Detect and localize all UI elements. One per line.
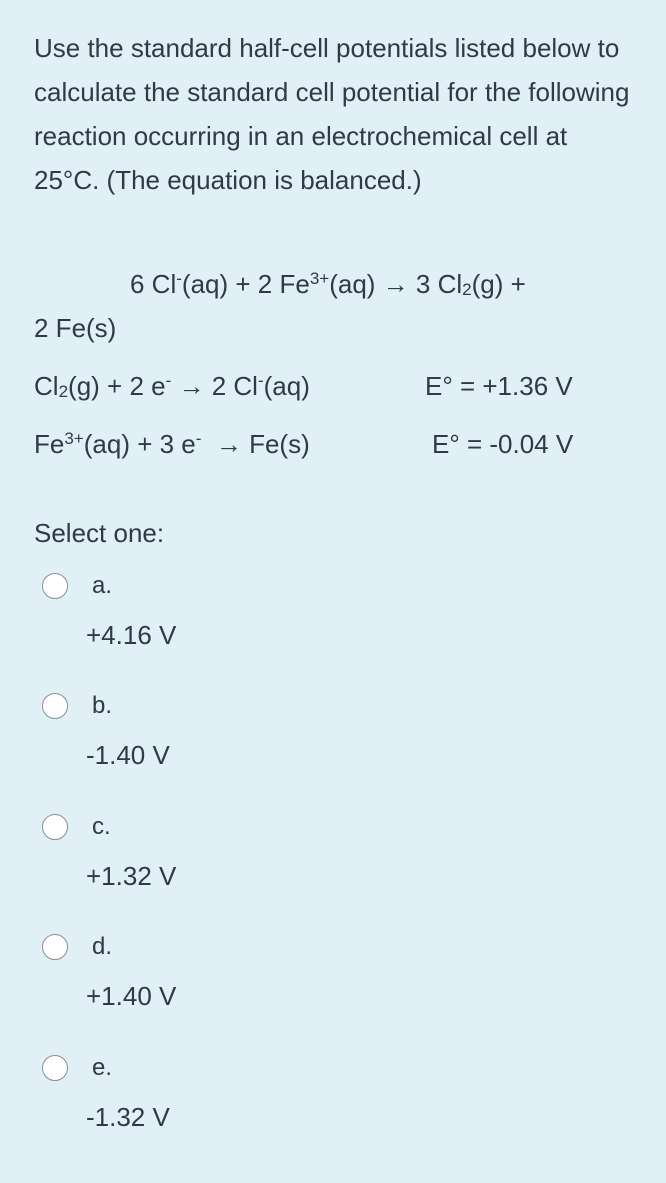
reaction-term: Fe [34,429,65,459]
charge-superscript: - [257,371,264,390]
option-value: -1.32 V [86,1102,170,1132]
radio-button-a[interactable] [42,573,68,599]
radio-button-d[interactable] [42,934,68,960]
option-value: +1.40 V [86,981,177,1011]
charge-superscript: 3+ [64,429,84,448]
reaction-term: (g) + [471,269,526,299]
half-reaction-chlorine-potential: E° = +1.36 V [425,371,573,401]
reaction-term: (g) + 2 e [68,371,166,401]
reaction-term: → Fe(s) [201,429,310,459]
reaction-term: (aq) → 3 Cl [329,269,463,299]
option-e[interactable] [42,1055,342,1165]
reaction-term: → 2 Cl [171,371,258,401]
option-b[interactable] [42,693,342,803]
radio-button-c[interactable] [42,814,68,840]
option-a[interactable] [42,573,342,683]
radio-button-b[interactable] [42,693,68,719]
option-letter: e. [92,1054,113,1081]
option-letter: c. [92,813,111,840]
option-d[interactable] [42,934,342,1044]
reaction-term: (aq) [263,371,310,401]
charge-superscript: - [195,429,202,448]
reaction-term: Cl [34,371,59,401]
option-letter: a. [92,572,113,599]
question-text: Use the standard half-cell potentials listed below to calculate the standard cell potential for the following reaction occurring in an electrochemical cell at 25°C. (The equation is balanced.) [34,33,630,195]
overall-reaction-line1 [130,268,526,300]
charge-superscript: - [165,371,172,390]
half-reaction-iron [34,428,310,460]
option-letter: b. [92,692,113,719]
option-value: +1.32 V [86,861,177,891]
subscript: 2 [58,382,69,401]
option-value: -1.40 V [86,740,170,770]
radio-button-e[interactable] [42,1055,68,1081]
overall-reaction-line2: 2 Fe(s) [34,313,117,343]
reaction-term: 6 Cl [130,269,177,299]
option-value: +4.16 V [86,620,177,650]
charge-superscript: 3+ [309,269,330,288]
half-reaction-chlorine [34,370,310,402]
select-one-label: Select one: [34,518,165,548]
reaction-term: (aq) + 2 Fe [181,269,310,299]
reaction-term: (aq) + 3 e [83,429,196,459]
charge-superscript: - [176,269,182,288]
subscript: 2 [462,280,472,299]
option-letter: d. [92,933,113,960]
half-reaction-iron-potential: E° = -0.04 V [432,429,574,459]
option-c[interactable] [42,814,342,924]
